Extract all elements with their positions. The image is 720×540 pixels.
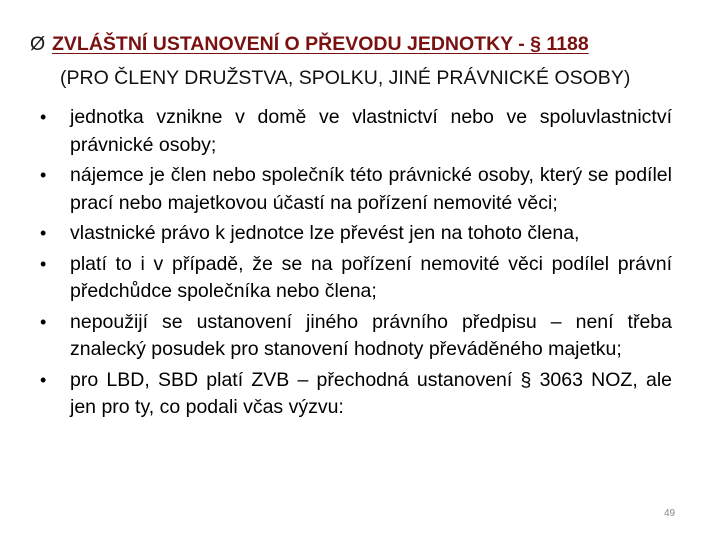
list-item-text: pro LBD, SBD platí ZVB – přechodná ustanovení § 3063 NOZ, ale jen pro ty, co podali včas výzvu: xyxy=(70,368,672,418)
list-item xyxy=(40,162,672,217)
list-item xyxy=(40,367,672,422)
list-item-text: nepoužijí se ustanovení jiného právního předpisu – není třeba znalecký posudek pro stanovení hodnoty převáděného majetku; xyxy=(70,310,672,360)
list-item xyxy=(40,104,672,159)
bullet-icon: • xyxy=(40,107,47,127)
bullet-icon: • xyxy=(40,253,47,274)
slide-heading xyxy=(30,30,690,59)
bullet-icon: • xyxy=(40,223,47,243)
bullet-list xyxy=(40,104,672,425)
list-item xyxy=(40,220,672,248)
page-number: 49 xyxy=(664,508,676,519)
list-item-text: vlastnické právo k jednotce lze převést jen na tohoto člena, xyxy=(70,222,580,244)
list-item-text: platí to i v případě, že se na pořízení nemovité věci podílel právní předchůdce společníka nebo člena; xyxy=(70,252,672,302)
bullet-icon: • xyxy=(40,311,47,332)
list-item xyxy=(40,309,672,364)
bullet-icon: • xyxy=(40,369,47,390)
bullet-icon: • xyxy=(40,165,47,185)
list-item-text: nájemce je člen nebo společník této právnické osoby, který se podílel prací nebo majetkovou účastí na pořízení nemovité věci; xyxy=(70,164,672,214)
slide-subheading: (PRO ČLENY DRUŽSTVA, SPOLKU, JINÉ PRÁVNICKÉ OSOBY) xyxy=(60,67,631,89)
list-item-text: jednotka vznikne v domě ve vlastnictví nebo ve spoluvlastnictví právnické osoby; xyxy=(70,106,672,156)
arrow-bullet-icon: Ø xyxy=(30,33,46,55)
heading-text: ZVLÁŠTNÍ USTANOVENÍ O PŘEVODU JEDNOTKY - § 1188 xyxy=(52,33,589,55)
list-item xyxy=(40,251,672,306)
